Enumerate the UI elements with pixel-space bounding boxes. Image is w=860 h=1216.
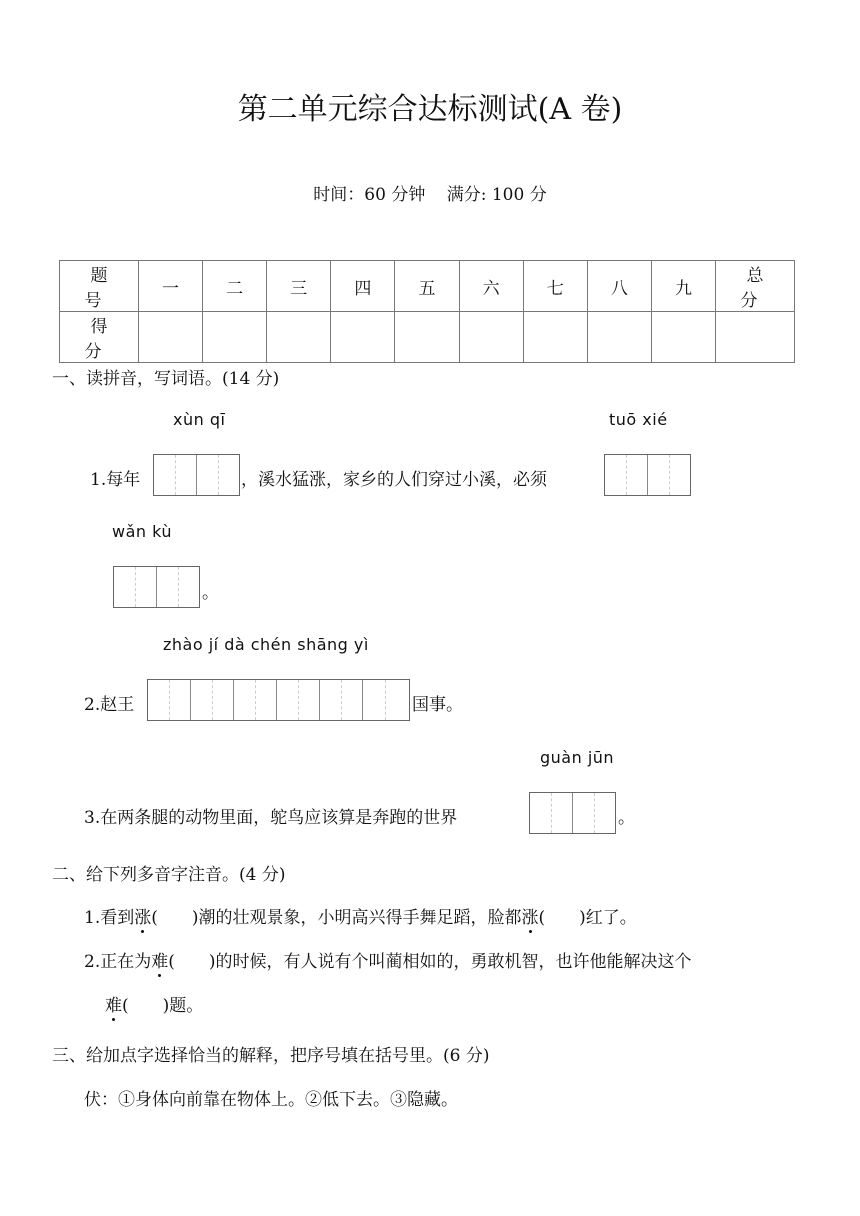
score-header-cell: 四 [331,261,395,312]
grid-cell[interactable] [363,680,406,720]
score-cell[interactable] [203,312,267,363]
q2-prefix: 2.赵王 [84,695,135,715]
grid-cell[interactable] [605,455,648,495]
grid-cell[interactable] [197,455,240,495]
score-cell[interactable] [139,312,203,363]
time-limit: 时间：60 分钟 [313,185,426,205]
score-cell[interactable] [331,312,395,363]
dotted-char: 涨 [522,903,539,928]
score-header-cell: 二 [203,261,267,312]
grid-cell[interactable] [157,567,200,607]
q1-end: 。 [202,583,219,603]
score-cell[interactable] [267,312,331,363]
score-cell[interactable] [395,312,459,363]
pinyin-xunqi: xùn qī [173,410,226,429]
answer-grid-wanku[interactable] [113,566,200,608]
section-3-heading: 三、给加点字选择恰当的解释，把序号填在括号里。(6 分) [52,1046,490,1066]
q1-middle: ，溪水猛涨，家乡的人们穿过小溪，必须 [241,470,547,490]
dotted-char: 涨 [134,903,151,928]
pinyin-wanku: wǎn kù [112,522,173,541]
grid-cell[interactable] [114,567,157,607]
score-header-cell: 一 [139,261,203,312]
score-table [59,260,795,363]
score-header-cell: 三 [267,261,331,312]
grid-cell[interactable] [648,455,691,495]
s3-definition-line: 伏：①身体向前靠在物体上。②低下去。③隐藏。 [84,1090,458,1110]
score-cell[interactable] [716,312,795,363]
score-cell[interactable] [459,312,523,363]
pinyin-guanjun: guàn jūn [540,748,615,767]
answer-grid-tuoxie[interactable] [604,454,691,496]
q3-prefix: 3.在两条腿的动物里面，鸵鸟应该算是奔跑的世界 [84,808,458,828]
s2-q1-text-a: 1.看到 [84,908,135,928]
q3-suffix: 。 [618,808,635,828]
s2-q2-line [84,947,692,972]
score-header-cell: 五 [395,261,459,312]
grid-cell[interactable] [320,680,363,720]
grid-cell[interactable] [154,455,197,495]
s2-q1-line [84,903,637,928]
score-row-label: 得 分 [60,312,139,363]
section-1-heading: 一、读拼音，写词语。(14 分) [52,369,280,389]
score-header-cell: 题 号 [60,261,139,312]
s2-q2-line-2 [105,991,203,1016]
s2-q2-text-c: ( )的时候，有人说有个叫蔺相如的，勇敢机智，也许他能解决这个 [168,952,692,972]
answer-grid-guanjun[interactable] [529,792,616,834]
section-2-heading: 二、给下列多音字注音。(4 分) [52,865,286,885]
pinyin-q2: zhào jí dà chén shāng yì [163,635,369,654]
score-header-cell: 七 [523,261,587,312]
answer-grid-q2[interactable] [147,679,410,721]
s2-q2-text-e: ( )题。 [122,996,204,1016]
score-table-header-row [60,261,795,312]
s2-q2-text-a: 2.正在为 [84,952,152,972]
score-table-score-row [60,312,795,363]
q1-prefix: 1.每年 [90,470,141,490]
score-cell[interactable] [587,312,651,363]
s2-q1-text-e: ( )红了。 [538,908,637,928]
score-header-cell: 九 [651,261,715,312]
grid-cell[interactable] [234,680,277,720]
grid-cell[interactable] [148,680,191,720]
dotted-char: 难 [105,991,122,1016]
dotted-char: 难 [151,947,168,972]
grid-cell[interactable] [277,680,320,720]
page-title: 第二单元综合达标测试(A 卷) [237,92,623,127]
answer-grid-xunqi[interactable] [153,454,240,496]
pinyin-tuoxie: tuō xié [609,410,668,429]
grid-cell[interactable] [573,793,616,833]
exam-meta [0,180,860,205]
s2-q1-text-c: ( )潮的壮观景象，小明高兴得手舞足蹈，脸都 [151,908,522,928]
grid-cell[interactable] [530,793,573,833]
score-header-cell: 八 [587,261,651,312]
score-cell[interactable] [523,312,587,363]
score-header-cell: 总 分 [716,261,795,312]
score-cell[interactable] [651,312,715,363]
full-score: 满分: 100 分 [446,185,547,205]
grid-cell[interactable] [191,680,234,720]
q2-suffix: 国事。 [412,695,463,715]
score-header-cell: 六 [459,261,523,312]
